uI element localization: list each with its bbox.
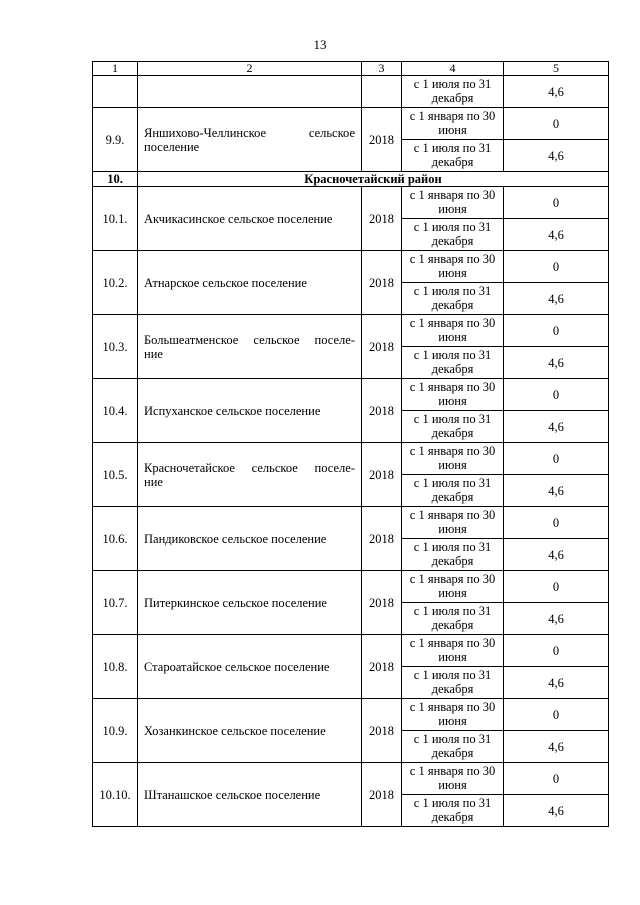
period-cell: с 1 июля по 31 декабря [402,731,504,763]
year-cell: 2018 [362,507,402,571]
period-cell: с 1 января по 30 июня [402,699,504,731]
year-cell: 2018 [362,635,402,699]
period-cell: с 1 января по 30 июня [402,108,504,140]
year-cell: 2018 [362,571,402,635]
period-cell: с 1 июля по 31 декабря [402,283,504,315]
value-cell: 4,6 [504,667,609,699]
row-number: 10.10. [93,763,138,827]
settlement-name: Штанашское сельское поселение [138,763,362,827]
period-cell: с 1 июля по 31 декабря [402,603,504,635]
continued-num-cell [93,76,138,108]
value-cell: 4,6 [504,411,609,443]
settlement-name-line1: Большеатменское сельское поселе- [144,332,355,347]
year-cell: 2018 [362,315,402,379]
column-header-4: 4 [402,62,504,76]
settlement-name-line2: ние [144,346,163,361]
period-cell: с 1 июля по 31 декабря [402,140,504,172]
table-row [93,251,609,283]
table-row-9-9 [93,108,609,140]
column-header-5: 5 [504,62,609,76]
value-cell: 4,6 [504,140,609,172]
period-cell: с 1 января по 30 июня [402,315,504,347]
value-cell: 4,6 [504,283,609,315]
period-cell: с 1 января по 30 июня [402,507,504,539]
table-row [93,635,609,667]
region-name: Красночетайский район [138,172,609,187]
year-cell: 2018 [362,187,402,251]
row-number: 10.6. [93,507,138,571]
continued-year-cell [362,76,402,108]
value-cell: 4,6 [504,347,609,379]
period-cell: с 1 января по 30 июня [402,635,504,667]
value-cell: 4,6 [504,603,609,635]
period-cell: с 1 января по 30 июня [402,571,504,603]
value-cell: 4,6 [504,795,609,827]
period-cell: с 1 июля по 31 декабря [402,347,504,379]
settlement-name [138,315,362,379]
settlement-name [138,108,362,172]
year-cell: 2018 [362,108,402,172]
row-number: 10.5. [93,443,138,507]
value-cell: 0 [504,763,609,795]
table-row [93,763,609,795]
row-number: 10.2. [93,251,138,315]
year-cell: 2018 [362,699,402,763]
period-cell: с 1 июля по 31 декабря [402,475,504,507]
settlement-name-line2: ние [144,474,163,489]
period-cell: с 1 июля по 31 декабря [402,76,504,108]
period-cell: с 1 июля по 31 декабря [402,411,504,443]
settlement-name: Испуханское сельское поселение [138,379,362,443]
value-cell: 0 [504,571,609,603]
row-number: 9.9. [93,108,138,172]
region-number: 10. [93,172,138,187]
period-cell: с 1 июля по 31 декабря [402,667,504,699]
settlement-name: Староатайское сельское поселение [138,635,362,699]
row-number: 10.3. [93,315,138,379]
year-cell: 2018 [362,251,402,315]
value-cell: 0 [504,251,609,283]
period-cell: с 1 января по 30 июня [402,763,504,795]
table-row [93,187,609,219]
page-number: 13 [313,37,327,52]
period-cell: с 1 января по 30 июня [402,251,504,283]
table-header-row [93,62,609,76]
value-cell: 4,6 [504,219,609,251]
region-header-row [93,172,609,187]
period-cell: с 1 января по 30 июня [402,443,504,475]
value-cell: 0 [504,507,609,539]
table-row [93,379,609,411]
continued-name-cell [138,76,362,108]
value-cell: 0 [504,108,609,140]
continued-row [93,76,609,108]
row-number: 10.8. [93,635,138,699]
settlement-name: Питеркинское сельское поселение [138,571,362,635]
year-cell: 2018 [362,379,402,443]
settlement-name-line1: Яншихово-Челлинское сельское [144,125,355,140]
value-cell: 4,6 [504,539,609,571]
settlement-name-line1: Красночетайское сельское поселе- [144,460,355,475]
column-header-3: 3 [362,62,402,76]
value-cell: 0 [504,635,609,667]
value-cell: 4,6 [504,76,609,108]
settlement-name: Хозанкинское сельское поселение [138,699,362,763]
row-number: 10.7. [93,571,138,635]
table-row [93,699,609,731]
row-number: 10.4. [93,379,138,443]
settlement-name-line2: поселение [144,139,200,154]
period-cell: с 1 января по 30 июня [402,379,504,411]
value-cell: 0 [504,187,609,219]
table-row [93,443,609,475]
value-cell: 4,6 [504,475,609,507]
table-row [93,507,609,539]
period-cell: с 1 июля по 31 декабря [402,539,504,571]
period-cell: с 1 июля по 31 декабря [402,795,504,827]
value-cell: 4,6 [504,731,609,763]
value-cell: 0 [504,315,609,347]
value-cell: 0 [504,699,609,731]
table-row [93,315,609,347]
settlement-name: Атнарское сельское поселение [138,251,362,315]
settlement-name [138,443,362,507]
settlement-name: Акчикасинское сельское поселение [138,187,362,251]
value-cell: 0 [504,443,609,475]
column-header-1: 1 [93,62,138,76]
row-number: 10.1. [93,187,138,251]
settlement-name: Пандиковское сельское поселение [138,507,362,571]
year-cell: 2018 [362,443,402,507]
table-row [93,571,609,603]
column-header-2: 2 [138,62,362,76]
row-number: 10.9. [93,699,138,763]
tariff-table [92,61,609,827]
value-cell: 0 [504,379,609,411]
period-cell: с 1 июля по 31 декабря [402,219,504,251]
year-cell: 2018 [362,763,402,827]
period-cell: с 1 января по 30 июня [402,187,504,219]
